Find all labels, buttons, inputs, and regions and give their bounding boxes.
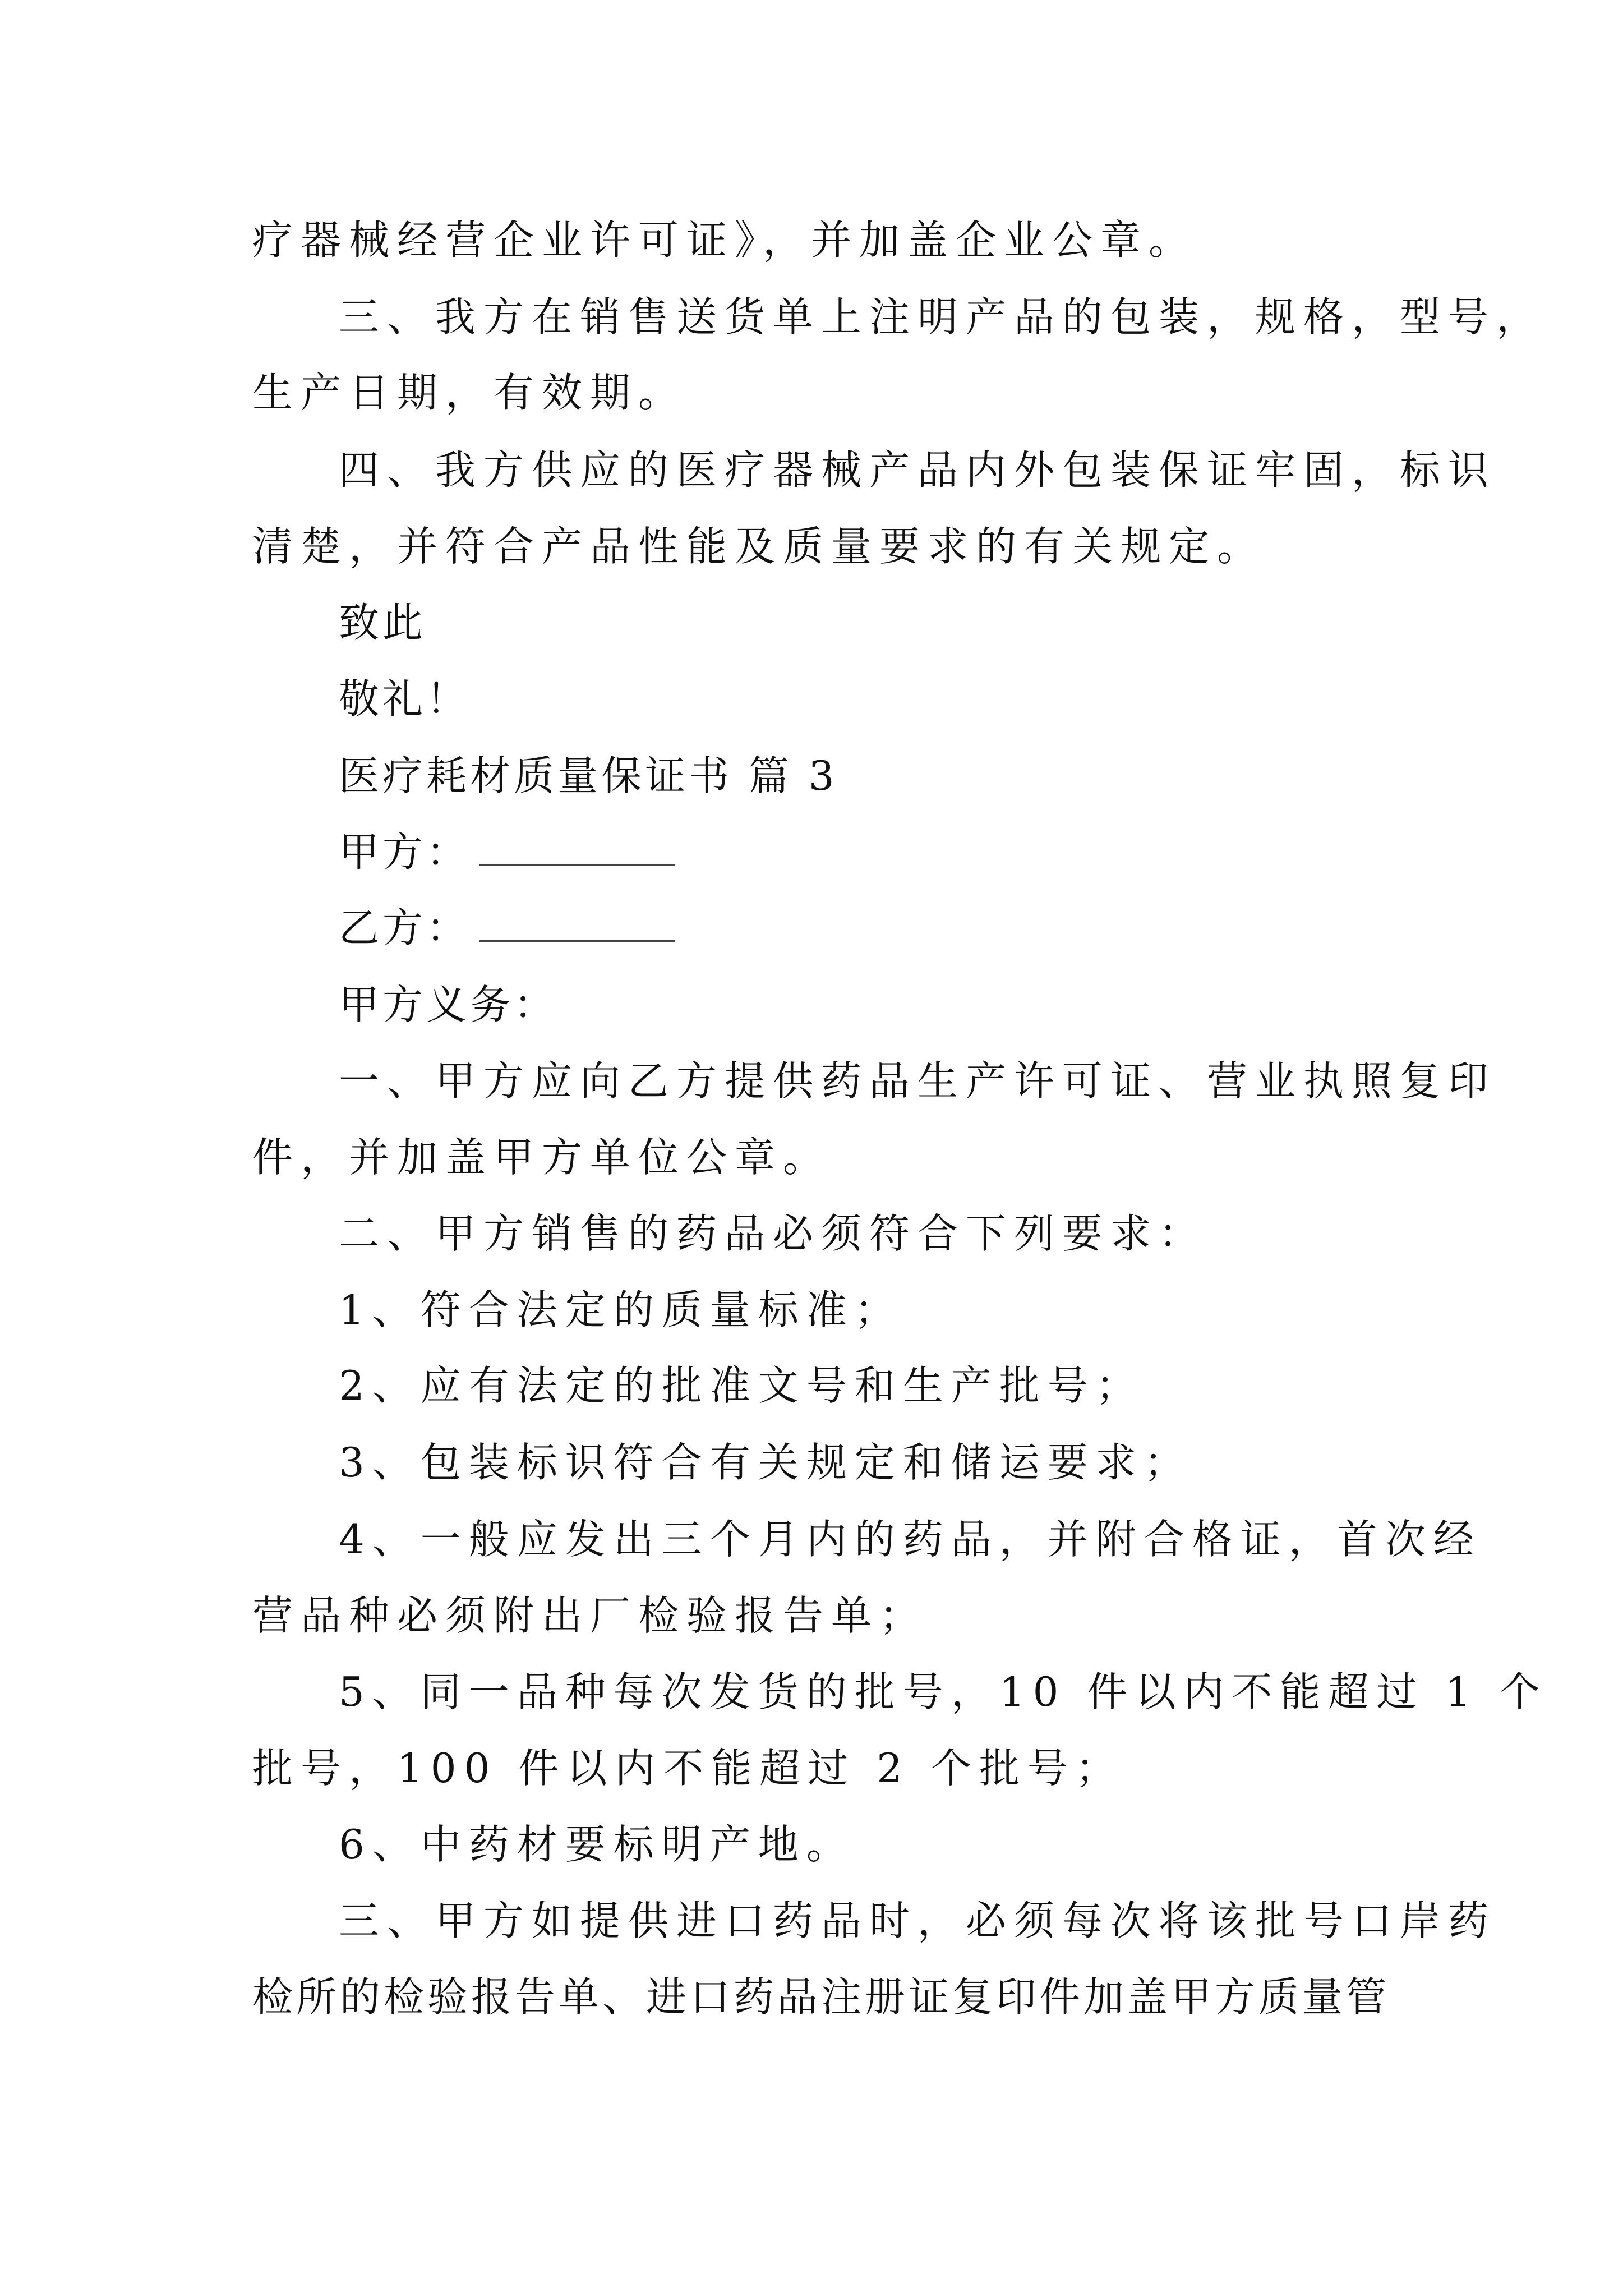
salutation-line: 敬礼！: [339, 675, 471, 723]
paragraph-line: 三、甲方如提供进口药品时，必须每次将该批号口岸药: [339, 1897, 1497, 1944]
paragraph-line: 营品种必须附出厂检验报告单；: [252, 1592, 928, 1639]
paragraph-line: 生产日期，有效期。: [252, 369, 687, 416]
party-b-label: 乙方：: [339, 904, 471, 951]
list-item: 6、中药材要标明产地。: [339, 1821, 855, 1868]
list-item: 4、一般应发出三个月内的药品，并附合格证，首次经: [339, 1516, 1482, 1563]
party-a-blank: [479, 833, 675, 866]
paragraph-line: 甲方义务：: [339, 981, 558, 1028]
party-b-line: [339, 900, 675, 956]
paragraph-line: 清楚，并符合产品性能及质量要求的有关规定。: [252, 523, 1266, 570]
paragraph-line: 一、甲方应向乙方提供药品生产许可证、营业执照复印: [339, 1057, 1497, 1105]
paragraph-line: 四、我方供应的医疗器械产品内外包装保证牢固，标识: [339, 447, 1497, 494]
paragraph-line: 检所的检验报告单、进口药品注册证复印件加盖甲方质量管: [252, 1973, 1390, 2021]
list-item: 2、应有法定的批准文号和生产批号；: [339, 1362, 1144, 1409]
list-item: 5、同一品种每次发货的批号，10 件以内不能超过 1 个: [339, 1668, 1548, 1715]
closing-line: 致此: [339, 599, 427, 646]
party-b-blank: [479, 909, 675, 942]
list-item: 3、包装标识符合有关规定和储运要求；: [339, 1439, 1192, 1486]
paragraph-line: 件，并加盖甲方单位公章。: [252, 1134, 832, 1181]
paragraph-line: 疗器械经营企业许可证》，并加盖企业公章。: [252, 217, 1197, 264]
party-a-line: [339, 824, 675, 880]
paragraph-line: 批号，100 件以内不能超过 2 个批号；: [252, 1745, 1124, 1792]
paragraph-line: 二、甲方销售的药品必须符合下列要求：: [339, 1210, 1207, 1257]
party-a-label: 甲方：: [339, 829, 471, 876]
paragraph-line: 三、我方在销售送货单上注明产品的包装，规格，型号，: [339, 293, 1545, 341]
list-item: 1、符合法定的质量标准；: [339, 1286, 903, 1333]
section-heading: 医疗耗材质量保证书 篇 3: [339, 752, 838, 799]
